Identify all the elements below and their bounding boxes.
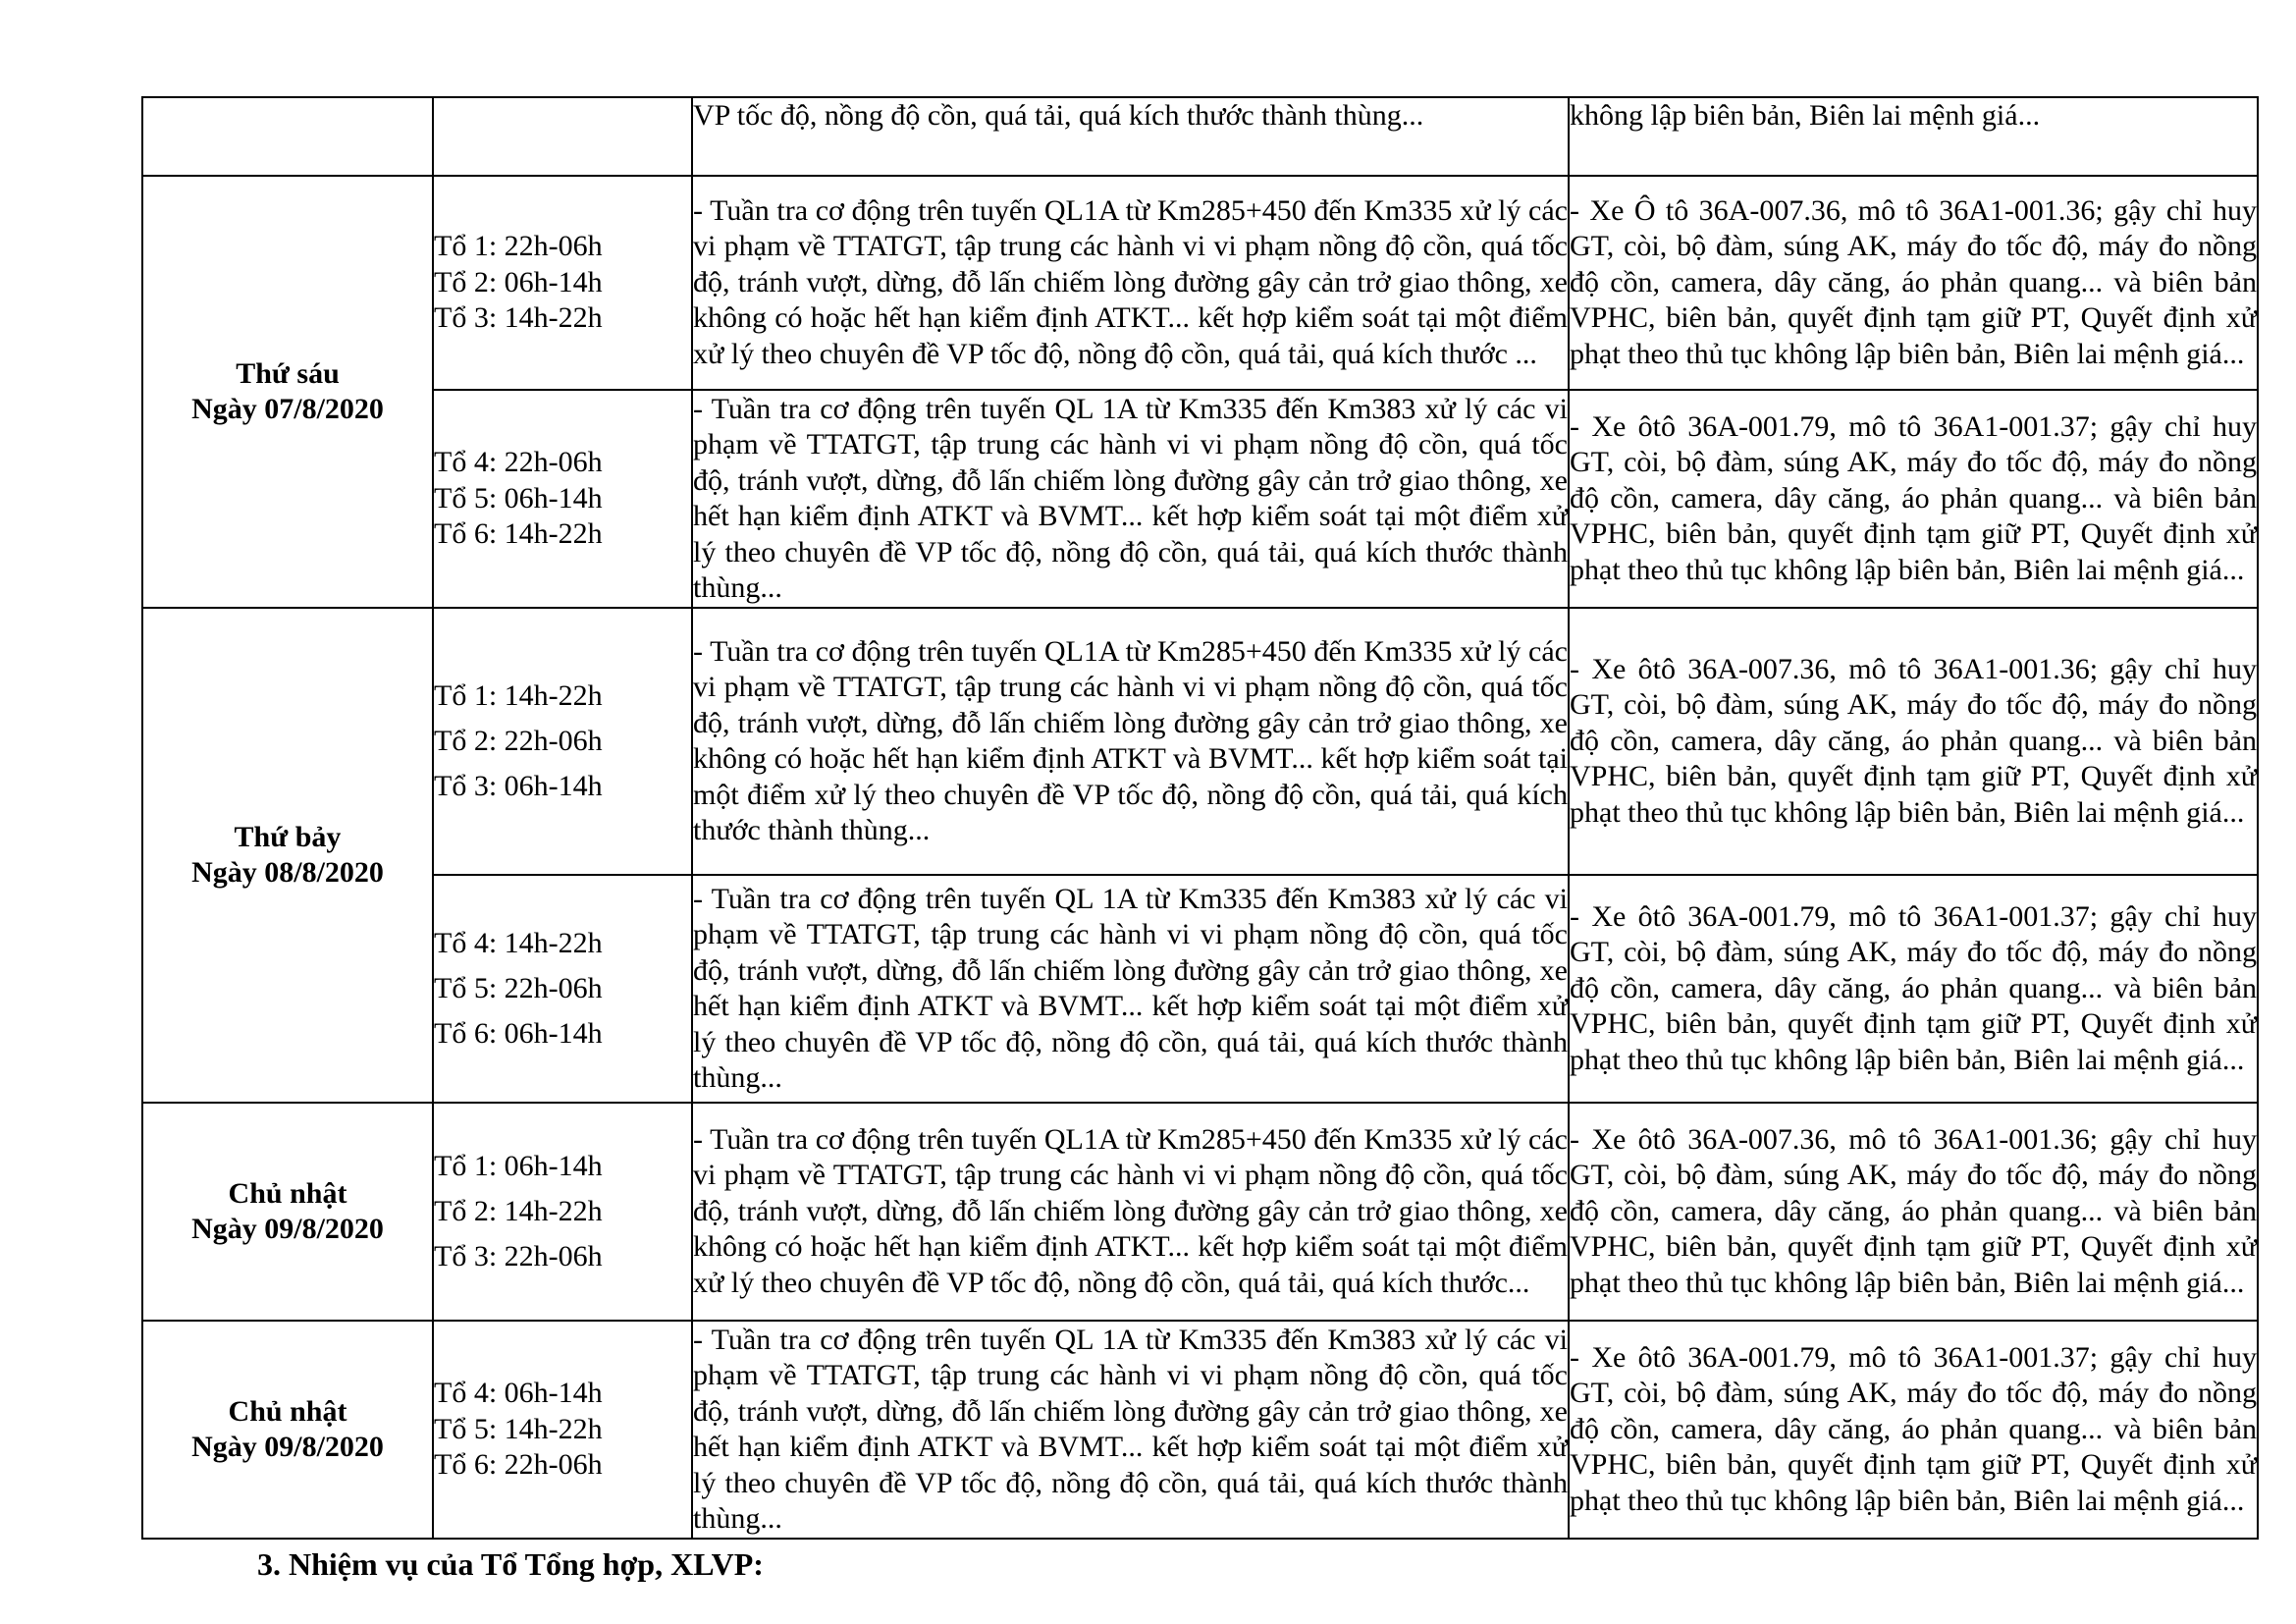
teams-cell [433,608,692,875]
equipment-cell: - Xe Ô tô 36A-007.36, mô tô 36A1-001.36; gậy chỉ huy GT, còi, bộ đàm, súng AK, máy đo tốc độ, máy đo nồng độ cồn, camera, dây căng, áo phản quang... và biên bản VPHC, biên bản, quyết định tạm giữ PT, Quyết định xử phạt theo thủ tục không lập biên bản, Biên lai mệnh giá... [1569,176,2258,390]
date-label: Ngày 09/8/2020 [191,1213,384,1245]
task-cell: - Tuần tra cơ động trên tuyến QL 1A từ Km335 đến Km383 xử lý các vi phạm về TTATGT, tập trung các hành vi vi phạm nồng độ cồn, quá tốc độ, tránh vượt, dừng, đỗ lấn chiếm lòng đường gây cản trở giao thông, xe hết hạn kiểm định ATKT và BVMT... kết hợp kiểm soát tại một điểm xử lý theo chuyên đề VP tốc độ, nồng độ cồn, quá tải, quá kích thước thành thùng... [692,875,1569,1103]
teams-cell [433,97,692,176]
teams-cell [433,1321,692,1539]
day-label: Thứ sáu [236,356,340,390]
day-label: Thứ bảy [234,820,342,853]
team-shift: Tổ 1: 06h-14h [434,1150,603,1182]
task-cell: VP tốc độ, nồng độ cồn, quá tải, quá kích thước thành thùng... [692,97,1569,176]
team-shift: Tổ 2: 14h-22h [434,1195,603,1227]
team-shift: Tổ 6: 14h-22h [434,517,603,551]
team-shift: Tổ 5: 06h-14h [434,481,603,514]
team-shift: Tổ 6: 22h-06h [434,1448,603,1482]
team-shift: Tổ 3: 06h-14h [434,770,603,802]
section-heading: 3. Nhiệm vụ của Tổ Tổng hợp, XLVP: [257,1546,764,1582]
team-shift: Tổ 5: 22h-06h [434,972,603,1004]
equipment-cell: - Xe ôtô 36A-007.36, mô tô 36A1-001.36; gậy chỉ huy GT, còi, bộ đàm, súng AK, máy đo tốc độ, máy đo nồng độ cồn, camera, dây căng, áo phản quang... và biên bản VPHC, biên bản, quyết định tạm giữ PT, Quyết định xử phạt theo thủ tục không lập biên bản, Biên lai mệnh giá... [1569,1103,2258,1321]
date-label: Ngày 09/8/2020 [191,1431,384,1463]
task-cell: - Tuần tra cơ động trên tuyến QL 1A từ Km335 đến Km383 xử lý các vi phạm về TTATGT, tập trung các hành vi vi phạm nồng độ cồn, quá tốc độ, tránh vượt, dừng, đỗ lấn chiếm lòng đường gây cản trở giao thông, xe hết hạn kiểm định ATKT và BVMT... kết hợp kiểm soát tại một điểm xử lý theo chuyên đề VP tốc độ, nồng độ cồn, quá tải, quá kích thước thành thùng... [692,390,1569,608]
team-shift: Tổ 5: 14h-22h [434,1412,603,1445]
task-cell: - Tuần tra cơ động trên tuyến QL1A từ Km285+450 đến Km335 xử lý các vi phạm về TTATGT, tập trung các hành vi vi phạm nồng độ cồn, quá tốc độ, tránh vượt, dừng, đỗ lấn chiếm lòng đường gây cản trở giao thông, xe không có hoặc hết hạn kiểm định ATKT và BVMT... kết hợp kiểm soát tại một điểm xử lý theo chuyên đề VP tốc độ, nồng độ cồn, quá tải, quá kích thước thành thùng... [692,608,1569,875]
day-cell [142,97,433,176]
day-label: Chủ nhật [228,1176,347,1210]
patrol-schedule-table [141,96,2259,1540]
day-cell [142,176,433,608]
team-shift: Tổ 4: 06h-14h [434,1377,603,1410]
team-shift: Tổ 2: 22h-06h [434,725,603,757]
team-shift: Tổ 1: 22h-06h [434,230,603,263]
task-cell: - Tuần tra cơ động trên tuyến QL 1A từ Km335 đến Km383 xử lý các vi phạm về TTATGT, tập trung các hành vi vi phạm nồng độ cồn, quá tốc độ, tránh vượt, dừng, đỗ lấn chiếm lòng đường gây cản trở giao thông, xe hết hạn kiểm định ATKT và BVMT... kết hợp kiểm soát tại một điểm xử lý theo chuyên đề VP tốc độ, nồng độ cồn, quá tải, quá kích thước thành thùng... [692,1321,1569,1539]
table-row [142,1103,2258,1321]
table-row [142,97,2258,176]
task-cell: - Tuần tra cơ động trên tuyến QL1A từ Km285+450 đến Km335 xử lý các vi phạm về TTATGT, tập trung các hành vi vi phạm nồng độ cồn, quá tốc độ, tránh vượt, dừng, đỗ lấn chiếm lòng đường gây cản trở giao thông, xe không có hoặc hết hạn kiểm định ATKT... kết hợp kiểm soát tại một điểm xử lý theo chuyên đề VP tốc độ, nồng độ cồn, quá tải, quá kích thước... [692,1103,1569,1321]
teams-cell [433,875,692,1103]
table-row [142,1321,2258,1539]
team-shift: Tổ 2: 06h-14h [434,265,603,298]
team-shift: Tổ 3: 14h-22h [434,301,603,335]
team-shift: Tổ 3: 22h-06h [434,1240,603,1272]
day-label: Chủ nhật [228,1394,347,1428]
team-shift: Tổ 1: 14h-22h [434,679,603,712]
table-row [142,390,2258,608]
task-cell: - Tuần tra cơ động trên tuyến QL1A từ Km285+450 đến Km335 xử lý các vi phạm về TTATGT, tập trung các hành vi vi phạm nồng độ cồn, quá tốc độ, tránh vượt, dừng, đỗ lấn chiếm lòng đường gây cản trở giao thông, xe không có hoặc hết hạn kiểm định ATKT... kết hợp kiểm soát tại một điểm xử lý theo chuyên đề VP tốc độ, nồng độ cồn, quá tải, quá kích thước ... [692,176,1569,390]
day-cell [142,1103,433,1321]
teams-cell [433,1103,692,1321]
equipment-cell: không lập biên bản, Biên lai mệnh giá... [1569,97,2258,176]
day-cell [142,608,433,1103]
table-row [142,608,2258,875]
table-row [142,176,2258,390]
date-label: Ngày 08/8/2020 [191,856,384,889]
equipment-cell: - Xe ôtô 36A-001.79, mô tô 36A1-001.37; gậy chỉ huy GT, còi, bộ đàm, súng AK, máy đo tốc độ, máy đo nồng độ cồn, camera, dây căng, áo phản quang... và biên bản VPHC, biên bản, quyết định tạm giữ PT, Quyết định xử phạt theo thủ tục không lập biên bản, Biên lai mệnh giá... [1569,390,2258,608]
equipment-cell: - Xe ôtô 36A-001.79, mô tô 36A1-001.37; gậy chỉ huy GT, còi, bộ đàm, súng AK, máy đo tốc độ, máy đo nồng độ cồn, camera, dây căng, áo phản quang... và biên bản VPHC, biên bản, quyết định tạm giữ PT, Quyết định xử phạt theo thủ tục không lập biên bản, Biên lai mệnh giá... [1569,1321,2258,1539]
teams-cell [433,390,692,608]
day-cell [142,1321,433,1539]
team-shift: Tổ 4: 22h-06h [434,446,603,479]
equipment-cell: - Xe ôtô 36A-007.36, mô tô 36A1-001.36; gậy chỉ huy GT, còi, bộ đàm, súng AK, máy đo tốc độ, máy đo nồng độ cồn, camera, dây căng, áo phản quang... và biên bản VPHC, biên bản, quyết định tạm giữ PT, Quyết định xử phạt theo thủ tục không lập biên bản, Biên lai mệnh giá... [1569,608,2258,875]
date-label: Ngày 07/8/2020 [191,393,384,425]
team-shift: Tổ 4: 14h-22h [434,927,603,959]
table-row [142,875,2258,1103]
equipment-cell: - Xe ôtô 36A-001.79, mô tô 36A1-001.37; gậy chỉ huy GT, còi, bộ đàm, súng AK, máy đo tốc độ, máy đo nồng độ cồn, camera, dây căng, áo phản quang... và biên bản VPHC, biên bản, quyết định tạm giữ PT, Quyết định xử phạt theo thủ tục không lập biên bản, Biên lai mệnh giá... [1569,875,2258,1103]
teams-cell [433,176,692,390]
team-shift: Tổ 6: 06h-14h [434,1017,603,1050]
